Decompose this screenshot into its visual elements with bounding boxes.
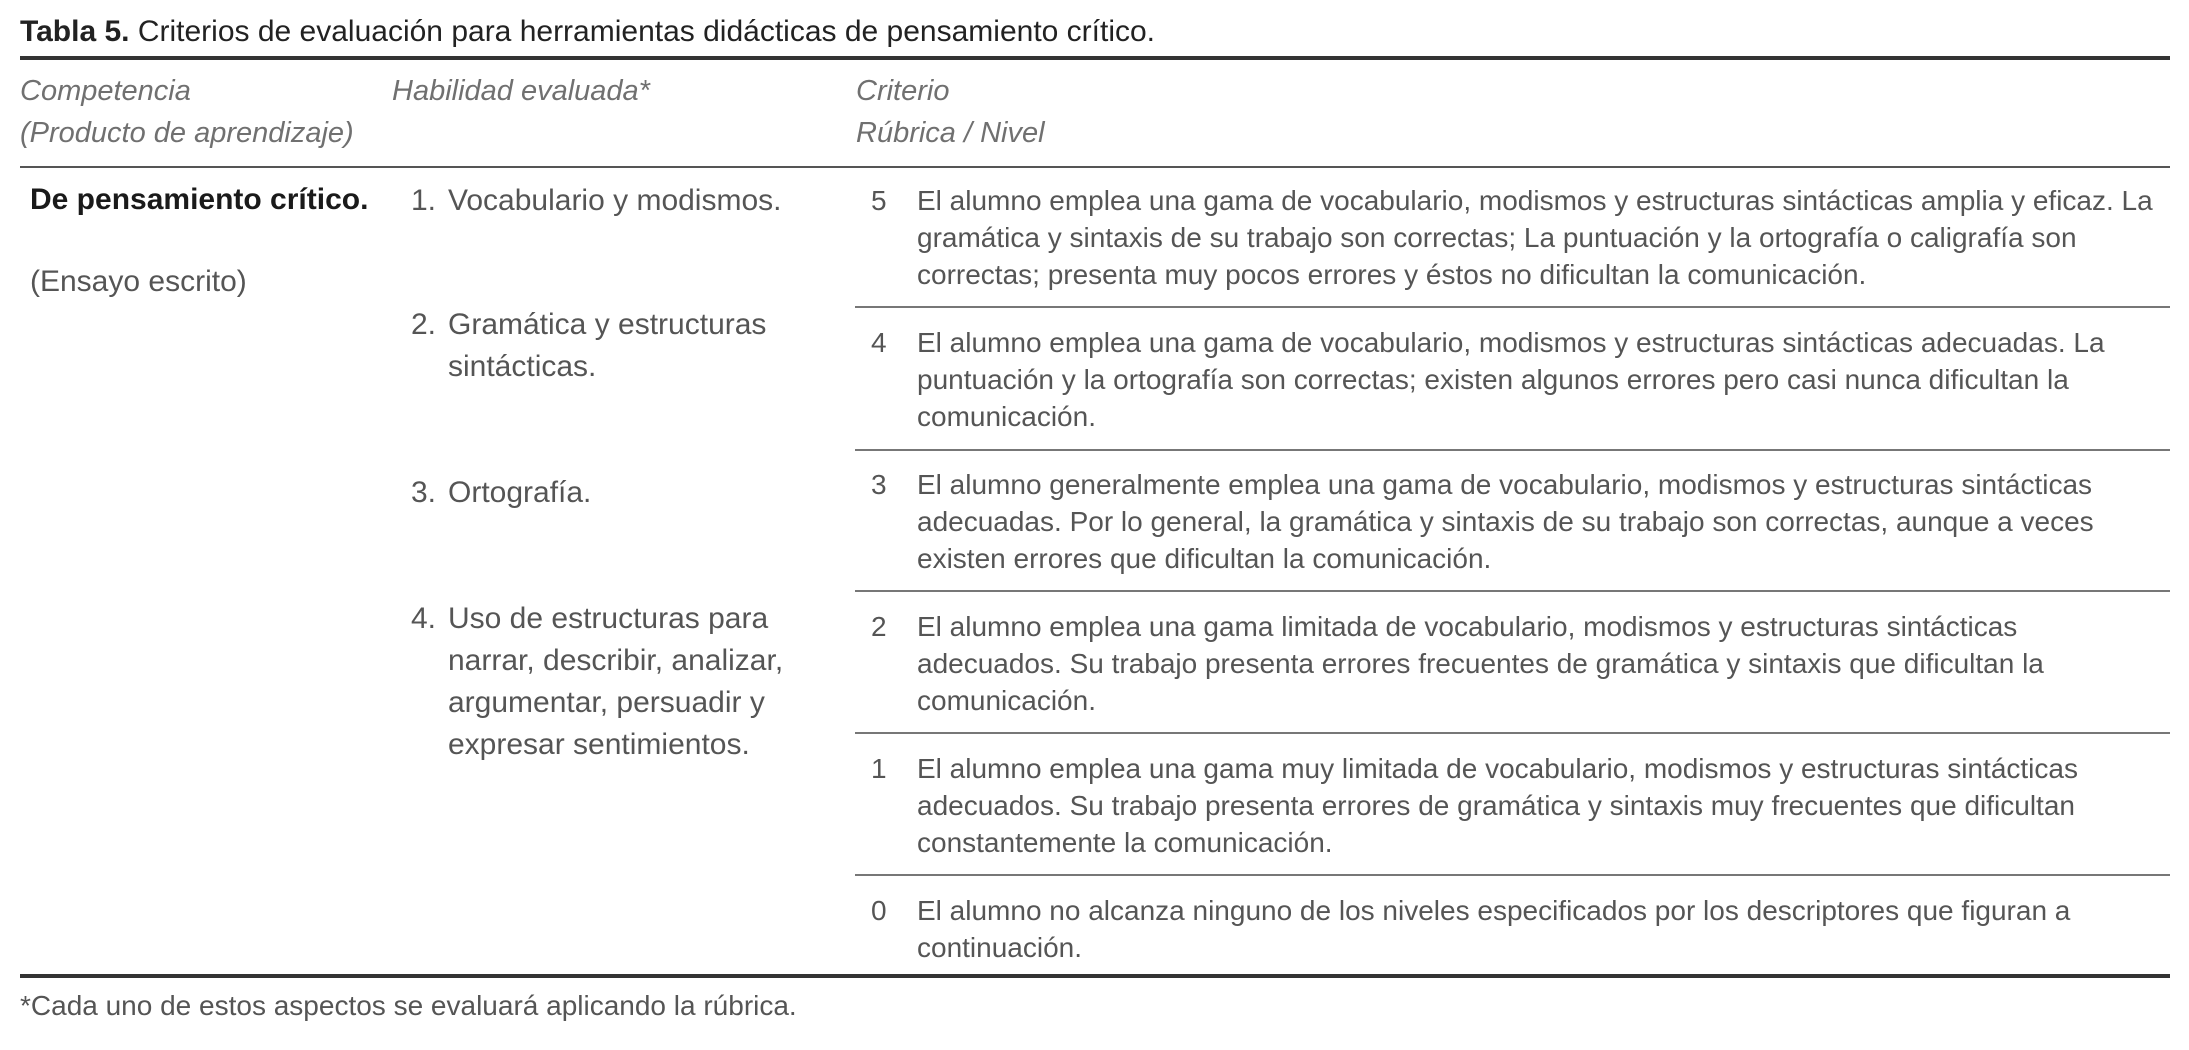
header-criterio-line2: Rúbrica / Nivel: [856, 117, 1045, 149]
criterion-level: 3: [871, 469, 887, 500]
skill-text: Uso de estructuras para narrar, describir, analizar, argumentar, persuadir y expresar sentimientos.: [448, 602, 784, 761]
skill-number: 1.: [410, 184, 436, 217]
caption-label: Tabla 5.: [20, 15, 130, 48]
competencia-title: De pensamiento crítico.: [30, 183, 369, 216]
skill-text: Ortografía.: [448, 476, 592, 509]
skill-text: Gramática y estructuras sintácticas.: [448, 308, 767, 383]
table-header: [20, 60, 2170, 166]
criterion-level: 4: [871, 327, 887, 358]
criterion-level: 5: [871, 185, 887, 216]
competencia-product: (Ensayo escrito): [30, 265, 247, 298]
competencia-column: [30, 168, 400, 302]
criterion-text: El alumno emplea una gama de vocabulario, modismos y estructuras sintácticas adecuadas. La puntuación y la ortografía son correctas; existen algunos errores pero casi nunca dificultan la comunicación.: [917, 327, 2105, 432]
skill-number: 2.: [410, 308, 436, 341]
table-footnote: *Cada uno de estos aspectos se evaluará aplicando la rúbrica.: [20, 990, 797, 1021]
criterion-level: 2: [871, 611, 887, 642]
table-body: [20, 168, 2170, 974]
header-competencia-line1: Competencia: [20, 75, 191, 107]
criterion-text: El alumno no alcanza ninguno de los niveles especificados por los descriptores que figuran a continuación.: [917, 895, 2071, 963]
criterion-level: 0: [871, 895, 887, 926]
criterion-text: El alumno generalmente emplea una gama de vocabulario, modismos y estructuras sintácticas adecuadas. Por lo general, la gramática y sintaxis de su trabajo son correctas, aunque a veces existen errores que dificultan la comunicación.: [917, 469, 2094, 574]
skill-number: 4.: [410, 602, 436, 635]
caption-text: Criterios de evaluación para herramientas didácticas de pensamiento crítico.: [137, 15, 1156, 48]
criterion-divider: [855, 590, 2170, 592]
criterion-divider: [855, 449, 2170, 451]
header-habilidad: [392, 70, 650, 112]
header-criterio: [856, 70, 1045, 154]
criterion-divider: [855, 306, 2170, 308]
criterion-text: El alumno emplea una gama de vocabulario, modismos y estructuras sintácticas amplia y eficaz. La gramática y sintaxis de su trabajo son correctas; La puntuación y la ortografía o caligrafía son correctas; presenta muy pocos errores y éstos no dificultan la comunicación.: [917, 185, 2153, 290]
skill-text: Vocabulario y modismos.: [448, 184, 782, 217]
criterion-text: El alumno emplea una gama muy limitada de vocabulario, modismos y estructuras sintácticas adecuados. Su trabajo presenta errores de gramática y sintaxis muy frecuentes que dificultan constantemente la comunicación.: [917, 753, 2078, 858]
criterion-divider: [855, 874, 2170, 876]
header-habilidad-label: Habilidad evaluada*: [392, 75, 650, 107]
criterion-divider: [855, 732, 2170, 734]
header-criterio-line1: Criterio: [856, 75, 950, 107]
bottom-rule: [20, 974, 2170, 978]
table-caption: [20, 12, 2170, 52]
header-competencia-line2: (Producto de aprendizaje): [20, 117, 354, 149]
criterion-level: 1: [871, 753, 887, 784]
criterion-text: El alumno emplea una gama limitada de vocabulario, modismos y estructuras sintácticas adecuados. Su trabajo presenta errores frecuentes de gramática y sintaxis que dificultan la comunicación.: [917, 611, 2044, 716]
header-competencia: [20, 70, 354, 154]
skill-number: 3.: [410, 476, 436, 509]
table-figure: [20, 12, 2170, 1024]
